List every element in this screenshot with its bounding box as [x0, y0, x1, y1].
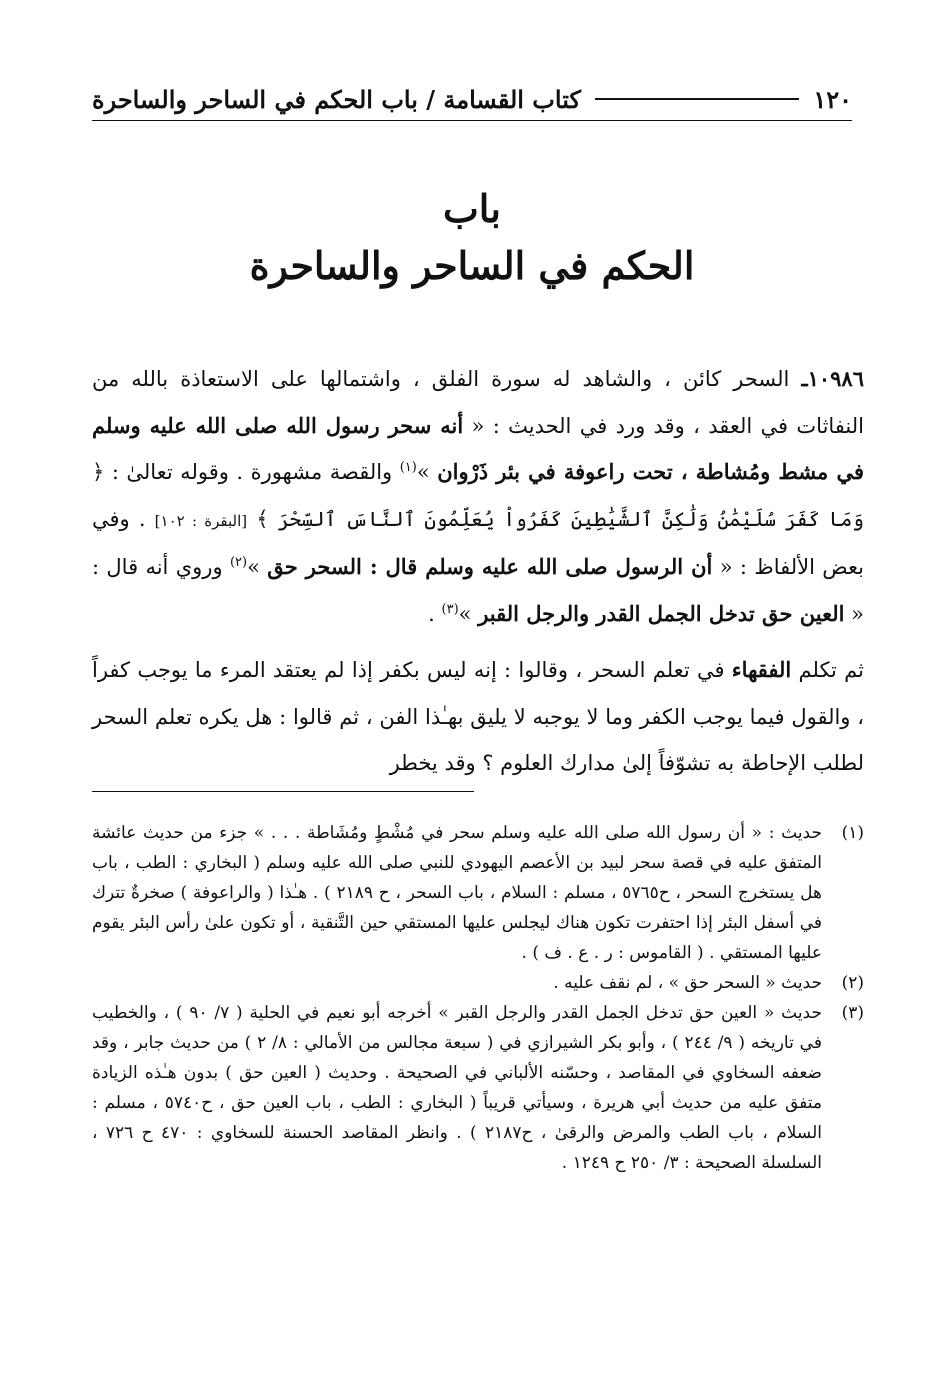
paragraph-1 — [92, 356, 864, 637]
hadith-quote-2: أن الرسول صلى الله عليه وسلم قال : السحر حق — [267, 554, 713, 579]
p1-text-3: والقصة مشهورة . وقوله تعالىٰ : ﴿ — [92, 460, 400, 484]
footnote-number: (٣) — [841, 1003, 864, 1023]
p1-text-2: » — [416, 460, 438, 484]
main-text — [92, 356, 864, 787]
chapter-heading — [92, 182, 852, 296]
hadith-quote-1: أنه سحر رسول الله صلى الله عليه وسلم في مشط ومُشاطة ، تحت راعوفة في بئر ذَرْوان — [92, 412, 864, 484]
p1-text-4: ﴾ — [247, 506, 278, 531]
verse-reference: [البقرة : ١٠٢] — [154, 511, 248, 530]
footnote-2 — [92, 968, 864, 998]
p1-text-7: وروي أنه قال : « — [92, 555, 864, 626]
hadith-quote-3: العين حق تدخل الجمل القدر والرجل القبر — [478, 600, 845, 626]
p2-text-2: في تعلم السحر ، وقالوا : إنه ليس بكفر إذا لم يعتقد المرء ما يوجب كفراً ، والقول فيما يوجب الكفر وما لا يوجبه لا يليق بهـٰذا الفن ، ثم قالوا : هل يكره تعلم السحر لطلب الإحاطة به تشوّفاً إلىٰ مدارك العلوم ؟ وقد يخطر — [92, 658, 864, 775]
footnote-text: حديث « السحر حق » ، لم نقف عليه . — [553, 973, 822, 993]
footnote-1 — [92, 818, 864, 968]
footnote-ref-2: (٢) — [229, 555, 248, 570]
chapter-heading-line1: باب — [443, 186, 501, 231]
chapter-heading-line2: الحكم في الساحر والساحرة — [249, 243, 695, 288]
footnote-number: (٢) — [841, 973, 864, 993]
p2-bold-term: الفقهاء — [731, 657, 792, 682]
header-dash-line — [595, 98, 799, 100]
quran-verse: وَمَا كَفَرَ سُلَيْمَٰنُ وَلَٰكِنَّ ٱلشَّيَٰطِينَ كَفَرُواْ يُعَلِّمُونَ ٱلنَّاسَ ٱلسِّحْرَ — [277, 506, 864, 531]
header-rule — [92, 120, 852, 121]
p1-text-6: » — [247, 555, 268, 579]
footnote-number: (١) — [841, 823, 864, 843]
p1-text-8: » — [458, 601, 479, 626]
p1-text-5: . وفي بعض الألفاظ : « — [92, 506, 864, 579]
footnote-ref-1: (١) — [399, 460, 417, 475]
entry-number: ١٠٩٨٦ـ — [801, 366, 864, 391]
header-title: كتاب القسامة / باب الحكم في الساحر والساحرة — [92, 84, 581, 114]
footnote-text: حديث : « أن رسول الله صلى الله عليه وسلم سحر في مُشْطٍ ومُشَاطة . . . » جزء من حديث عائشة المتفق عليه في قصة سحر لبيد بن الأعصم اليهودي للنبي صلى الله عليه وسلم ( البخاري : الطب ، باب هل يستخرج السحر ، ح٥٧٦٥ ، مسلم : السلام ، باب السحر ، ح ٢١٨٩ ) . هـٰذا ( والراعوفة ) صخرةٌ تترك في أسفل البئر إذا احتفرت تكون هناك ليجلس عليها المستقي حين التَّنقية ، أو تكون علىٰ رأس البئر يقوم عليها المستقي . ( القاموس : ر . ع . ف ) . — [92, 823, 822, 963]
page-number: ١٢٠ — [813, 84, 852, 114]
footnote-3 — [92, 998, 864, 1178]
paragraph-2 — [92, 647, 864, 787]
running-header — [92, 82, 852, 116]
p1-text-1: السحر كائن ، والشاهد له سورة الفلق ، واشتمالها على الاستعاذة بالله من النفاثات في العقد ، وقد ورد في الحديث : « — [92, 367, 865, 438]
footnote-separator — [92, 791, 474, 792]
footnote-text: حديث « العين حق تدخل الجمل القدر والرجل القبر » أخرجه أبو نعيم في الحلية ( ٧/ ٩٠ ) ، والخطيب في تاريخه ( ٩/ ٢٤٤ ) ، وأبو بكر الشيرازي في ( سبعة مجالس من الأمالي : ٨/ ٢ ) من حديث جابر ، وقد ضعفه السخاوي في المقاصد ، وحسّنه الألباني في الصحيحة . وحديث ( العين حق ) بدون هـٰذه الزيادة متفق عليه من حديث أبي هريرة ، وسيأتي قريباً ( البخاري : الطب ، باب العين حق ، ح٥٧٤٠ ، مسلم : السلام ، باب الطب والمرض والرقىٰ ، ح٢١٨٧ ) . وانظر المقاصد الحسنة للسخاوي : ٤٧٠ ح ٧٢٦ ، السلسلة الصحيحة : ٣/ ٢٥٠ ح ١٢٤٩ . — [92, 1003, 823, 1173]
p2-text-1: ثم تكلم — [791, 658, 864, 682]
footnote-ref-3: (٣) — [441, 601, 459, 617]
p1-text-9: . — [428, 601, 442, 626]
footnotes — [92, 818, 864, 1178]
